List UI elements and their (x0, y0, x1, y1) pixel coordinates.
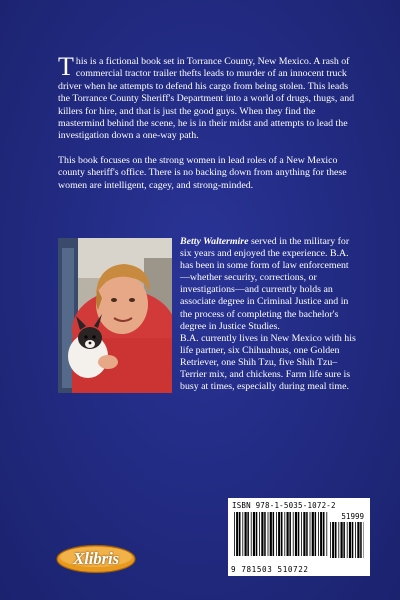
barcode-bar (347, 522, 348, 558)
publisher-logo-text: Xlibris (73, 549, 119, 568)
barcode-bar (352, 522, 354, 558)
barcode-bar (355, 522, 356, 558)
barcode-bar (343, 522, 345, 558)
barcode-bar (315, 512, 317, 556)
isbn-digits: 9 781503 510722 (231, 565, 309, 574)
barcode-bar (332, 522, 334, 558)
barcode-bar (270, 512, 272, 556)
barcode-bars-main (234, 512, 328, 556)
barcode-bar (242, 512, 243, 556)
barcode-bars-addon (330, 522, 364, 558)
barcode-bar (253, 512, 255, 556)
barcode-bar (234, 512, 235, 556)
barcode-bar (306, 512, 308, 556)
book-blurb (58, 52, 358, 204)
barcode-bar (295, 512, 297, 556)
barcode-bar (289, 512, 291, 556)
barcode-bar (261, 512, 263, 556)
barcode-bar (357, 522, 359, 558)
barcode-bar (281, 512, 283, 556)
photo-spacer (58, 236, 180, 394)
barcode-bar (251, 512, 252, 556)
publisher-logo (56, 544, 136, 574)
barcode-bar (273, 512, 275, 556)
blurb-text-1: his is a fictional book set in Torrance County, New Mexico. A rash of commercial tractor trailer thefts leads to murder of an innocent truck driver when he attempts to defend his cargo from being stolen. This leads the Torrance County Sheriff's Department into a world of drugs, thugs, and killers for hire, and that is just the good guys. When they find the mastermind behind the scene, he is in their midst and attempts to lead the investigation down a one-way path. (58, 56, 355, 142)
barcode-bar (335, 522, 337, 558)
barcode-bar (301, 512, 302, 556)
barcode-bar (236, 512, 238, 556)
isbn-label: ISBN 978-1-5035-1072-2 (232, 501, 336, 510)
barcode-bar (287, 512, 289, 556)
barcode-bar (256, 512, 257, 556)
barcode-bar (259, 512, 260, 556)
author-bio (58, 236, 358, 394)
barcode-bar (276, 512, 277, 556)
barcode-bar (247, 512, 249, 556)
bio-paragraph-2: B.A. currently lives in New Mexico with his life partner, six Chihuahuas, one Golden Retriever, one Shih Tzu, five Shih Tzu–Terrier mix, and chickens. Farm life sure is busy at times, especially during meal time. (180, 332, 356, 393)
barcode-bar (303, 512, 305, 556)
blurb-paragraph-1 (58, 52, 358, 143)
barcode-bar (278, 512, 280, 556)
barcode-bar (268, 512, 269, 556)
isbn-barcode (228, 498, 370, 576)
barcode-bar (323, 512, 325, 556)
barcode-bar (239, 512, 241, 556)
barcode-bar (298, 512, 300, 556)
barcode-bar (264, 512, 266, 556)
barcode-bar (338, 522, 339, 558)
barcode-bar (245, 512, 247, 556)
barcode-bar (320, 512, 322, 556)
barcode-bar (341, 522, 343, 558)
barcode-bar (326, 512, 327, 556)
barcode-bar (284, 512, 285, 556)
barcode-bar (330, 522, 331, 558)
blurb-paragraph-2: This book focuses on the strong women in lead roles of a New Mexico county sheriff's office. There is no backing down from anything for these women are intelligent, cagey, and strong-minded. (58, 154, 347, 191)
author-name: Betty Waltermire (180, 236, 249, 247)
barcode-bar (312, 512, 314, 556)
barcode-bar (310, 512, 311, 556)
barcode-bar (293, 512, 294, 556)
barcode-bar (360, 522, 362, 558)
bio-text-1: served in the military for six years and enjoyed the experience. B.A. has been in some form of law enforcement—whether security, corrections, or investigations—and currently holds an associate degree in Criminal Justice and in the process of completing the bachelor's degree in Justice Studies. (180, 236, 350, 332)
barcode-bar (349, 522, 351, 558)
drop-cap: T (58, 52, 74, 81)
price-code: 51999 (341, 512, 364, 521)
barcode-bar (318, 512, 319, 556)
